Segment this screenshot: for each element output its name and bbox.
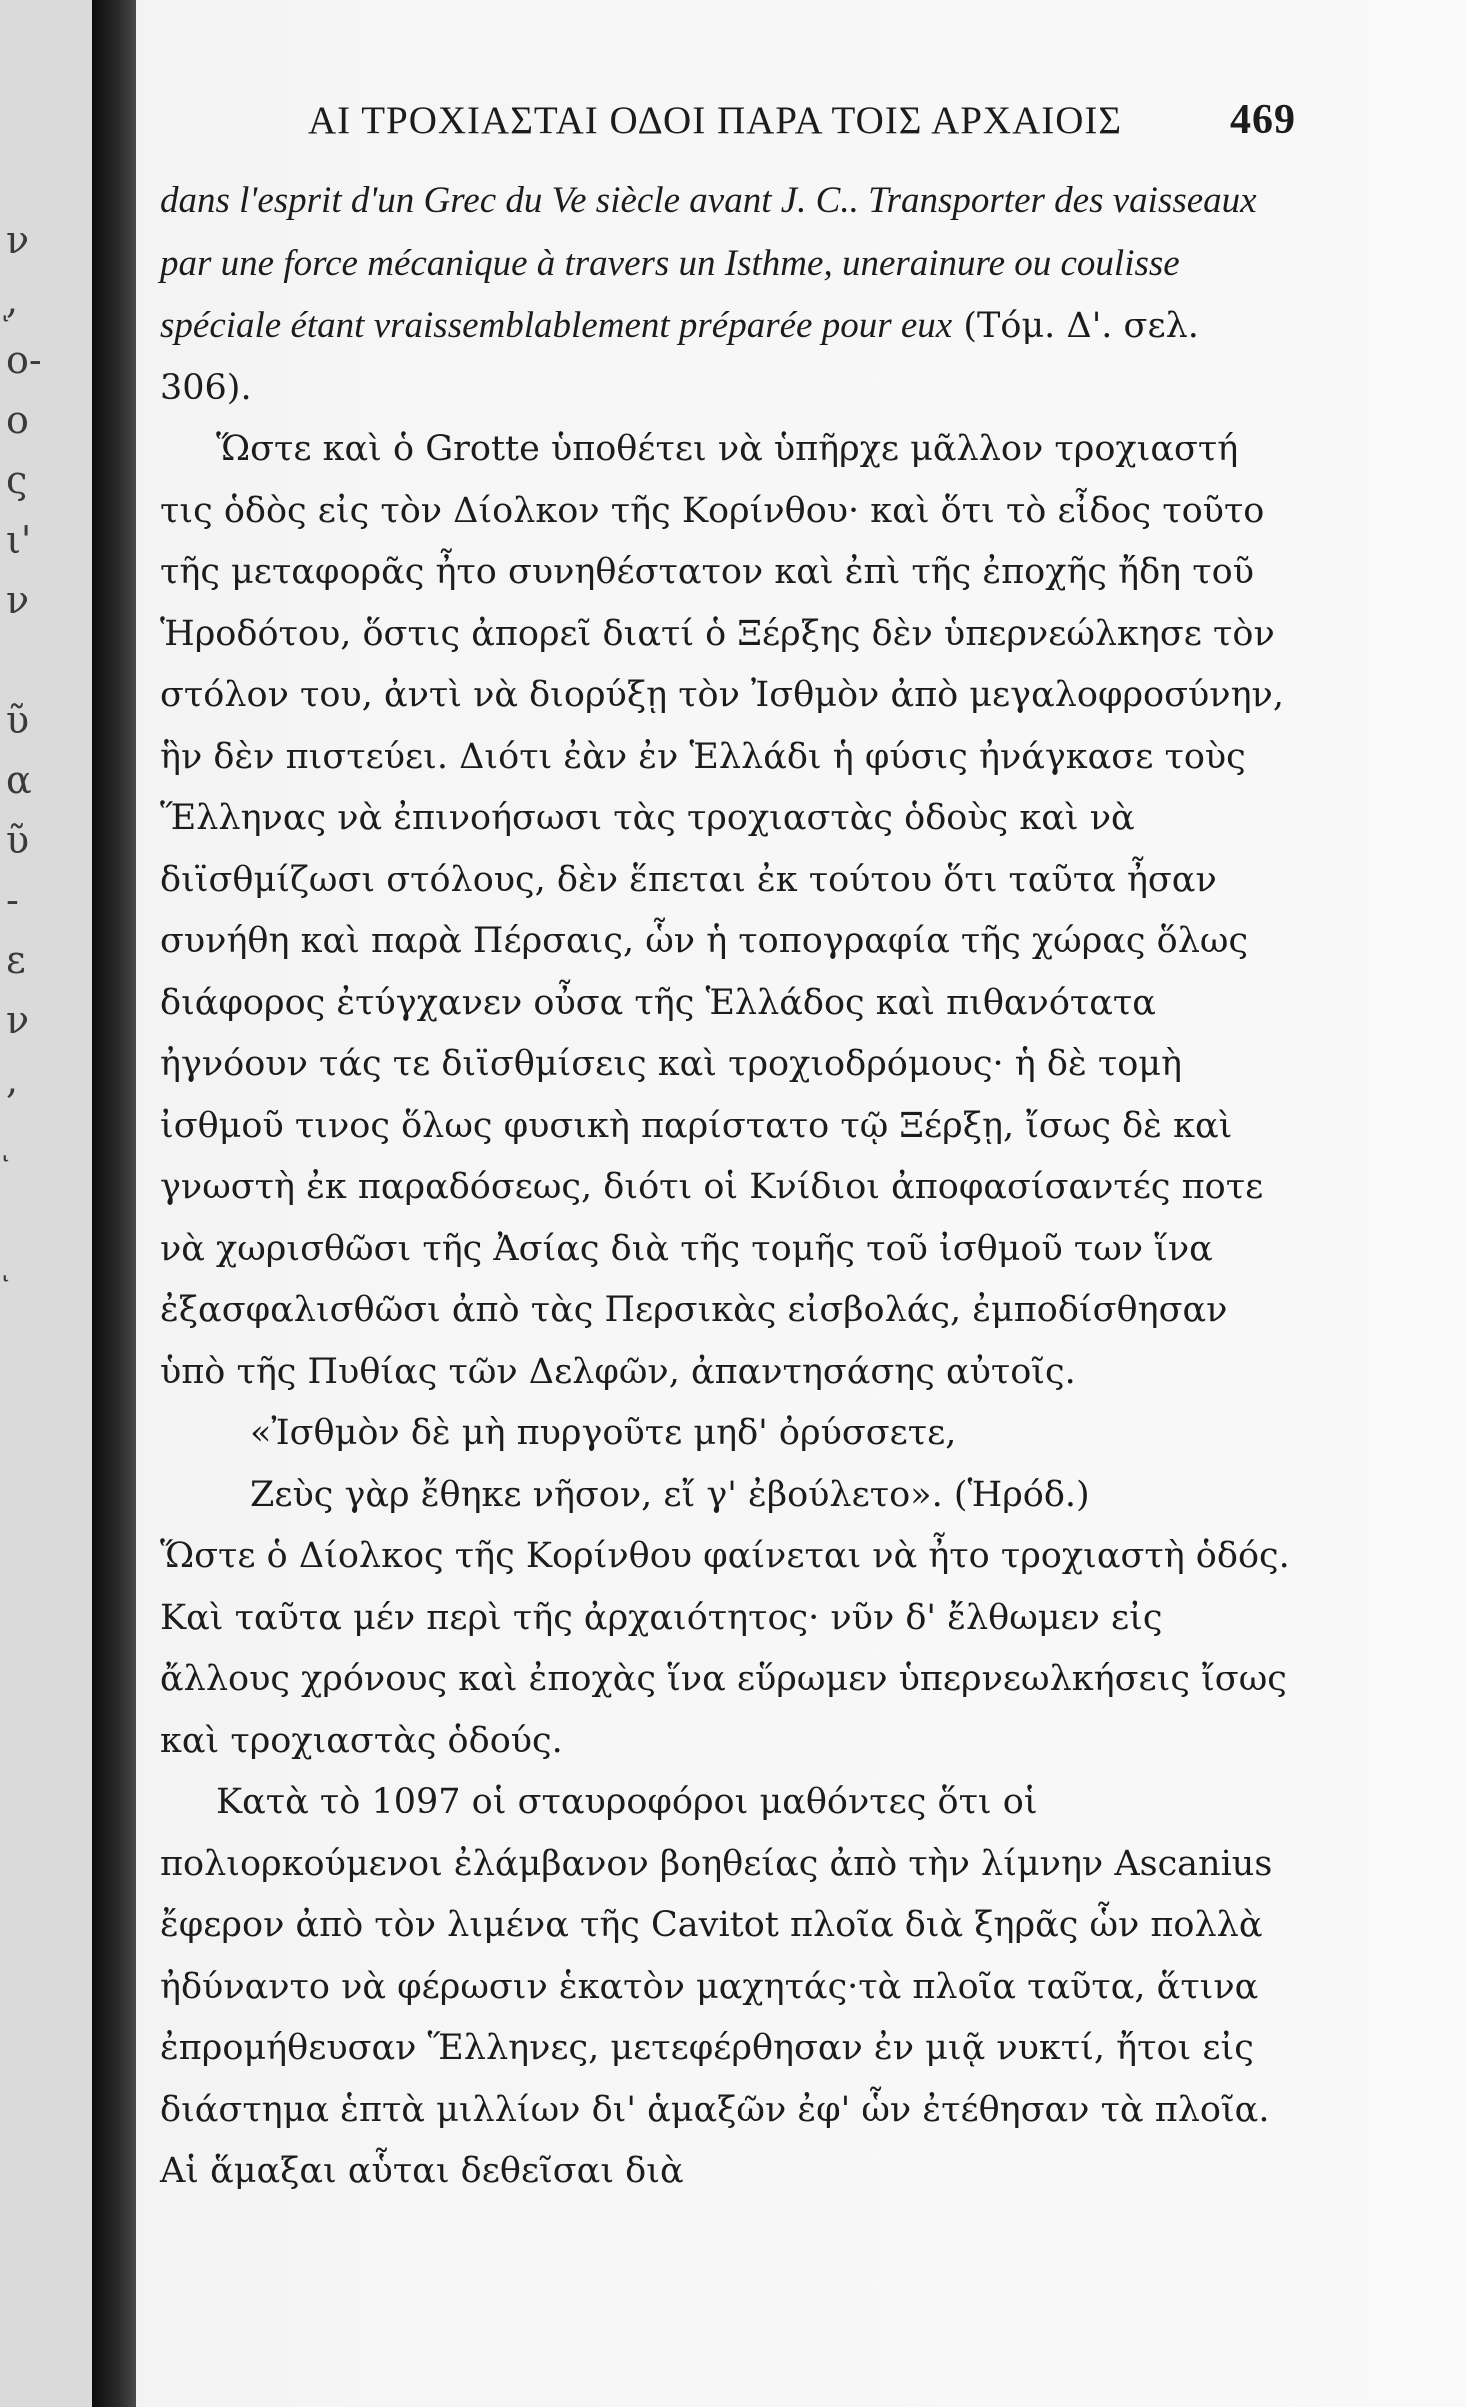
edge-fragment: , [6,1058,19,1102]
page-number: 469 [1230,97,1296,143]
book-page [160,90,1296,2203]
edge-fragment [6,1350,66,1410]
page-body [160,170,1290,2203]
paragraph-crusaders: Κατὰ τὸ 1097 οἱ σταυροφόροι μαθόντες ὅτι οἱ πολιορκούμενοι ἐλάμβανον βοηθείας ἀπὸ τὴν λίμνην Ascanius ἔφερον ἀπὸ τὸν λιμένα τῆς Cavitot πλοῖα διὰ ξηρᾶς ὧν πολλὰ ἠδύναντο νὰ φέρωσιν ἑκατὸν μαχητάς·τὰ πλοῖα ταῦτα, ἅτινα ἐπρομήθευσαν Ἕλληνες, μετεφέρθησαν ἐν μιᾷ νυκτί, ἤτοι εἰς διάστημα ἑπτὰ μιλλίων δι' ἁμαξῶν ἐφ' ὧν ἐτέθησαν τὰ πλοῖα. Αἱ ἅμαξαι αὗται δεθεῖσαι διὰ [160,1782,1273,2191]
edge-fragment [6,1110,66,1170]
edge-fragment: ῦ [6,698,30,742]
edge-fragment: α [6,758,32,802]
edge-fragment: ν [6,218,30,262]
edge-fragment: ν [6,998,30,1042]
paragraph-diolkos: Ὥστε ὁ Δίολκος τῆς Κορίνθου φαίνεται νὰ ἦτο τροχιαστὴ ὁδός. Καὶ ταῦτα μέν περὶ τῆς ἀρχαιότητος· νῦν δ' ἔλθωμεν εἰς ἄλλους χρόνους καὶ ἐποχὰς ἵνα εὕρωμεν ὑπερνεωλκήσεις ἴσως καὶ τροχιαστὰς ὁδούς. [160,1536,1290,1761]
edge-fragment: ε [6,938,26,982]
left-margin [0,0,92,2407]
edge-fragment: ῦ [6,818,30,862]
oracle-verse [160,1403,1290,1526]
left-page-edge-fragments [6,210,66,1410]
paragraph-grote: Ὥστε καὶ ὁ Grotte ὑποθέτει νὰ ὑπῆρχε μᾶλλον τροχιαστή τις ὁδὸς εἰς τὸν Δίολκον τῆς Κορίνθου· καὶ ὅτι τὸ εἶδος τοῦτο τῆς μεταφορᾶς ἦτο συνηθέστατον καὶ ἐπὶ τῆς ἐποχῆς ἤδη τοῦ Ἡροδότου, ὅστις ἀπορεῖ διατί ὁ Ξέρξης δὲν ὑπερνεώλκησε τὸν στόλον του, ἀντὶ νὰ διορύξῃ τὸν Ἰσθμὸν ἀπὸ μεγαλοφροσύνην, ἣν δὲν πιστεύει. Διότι ἐὰν ἐν Ἑλλάδι ἡ φύσις ἠνάγκασε τοὺς Ἕλληνας νὰ ἐπινοήσωσι τὰς τροχιαστὰς ὁδοὺς καὶ νὰ διϊσθμίζωσι στόλους, δὲν ἕπεται ἐκ τούτου ὅτι ταῦτα ἦσαν συνήθη καὶ παρὰ Πέρσαις, ὧν ἡ τοπογραφία τῆς χώρας ὅλως διάφορος ἐτύγχανεν οὖσα τῆς Ἑλλάδος καὶ πιθανότατα ἠγνόουν τάς τε διϊσθμίσεις καὶ τροχιοδρόμους· ἡ δὲ τομὴ ἰσθμοῦ τινος ὅλως φυσικὴ παρίστατο τῷ Ξέρξῃ, ἴσως δὲ καὶ γνωστὴ ἐκ παραδόσεως, διότι οἱ Κνίδιοι ἀποφασίσαντές ποτε νὰ χωρισθῶσι τῆς Ἀσίας διὰ τῆς τομῆς τοῦ ἰσθμοῦ των ἵνα ἐξασφαλισθῶσι ἀπὸ τὰς Περσικὰς εἰσβολάς, ἐμποδίσθησαν ὑπὸ τῆς Πυθίας τῶν Δελφῶν, ἀπαντησάσης αὐτοῖς. [160,429,1284,1392]
verse-line: «Ἰσθμὸν δὲ μὴ πυργοῦτε μηδ' ὀρύσσετε, [250,1413,957,1453]
edge-fragment: - [6,878,19,922]
french-quote-text: dans l'esprit d'un Grec du Ve siècle avant J. C.. Transporter des vaisseaux par une force mécanique à travers un Isthme, unerainure ou coulisse spéciale étant vraissemblablement préparée pour eux [160,180,1257,346]
edge-fragment: ͅ, [6,278,19,322]
paragraph-french-quote [160,170,1290,419]
edge-fragment: ο- [6,338,42,382]
edge-fragment: ι' [6,518,32,562]
edge-fragment: ς [6,458,28,502]
edge-fragment: ν [6,578,30,622]
edge-fragment: ο [6,398,29,442]
edge-fragment [6,1230,66,1290]
edge-fragment [6,1170,66,1230]
running-title: ΑΙ ΤΡΟΧΙΑΣΤΑΙ ΟΔΟΙ ΠΑΡΑ ΤΟΙΣ ΑΡΧΑΙΟΙΣ [308,99,1123,142]
book-spine-shadow [92,0,136,2407]
page-header [160,90,1296,150]
verse-line: Ζεὺς γὰρ ἔθηκε νῆσον, εἴ γ' ἐβούλετο». (Ἡρόδ.) [250,1474,1090,1515]
citation-text: (Τόμ. Δ'. σελ. 306). [160,306,1199,408]
edge-fragment [6,1290,66,1350]
edge-fragment [6,630,66,690]
